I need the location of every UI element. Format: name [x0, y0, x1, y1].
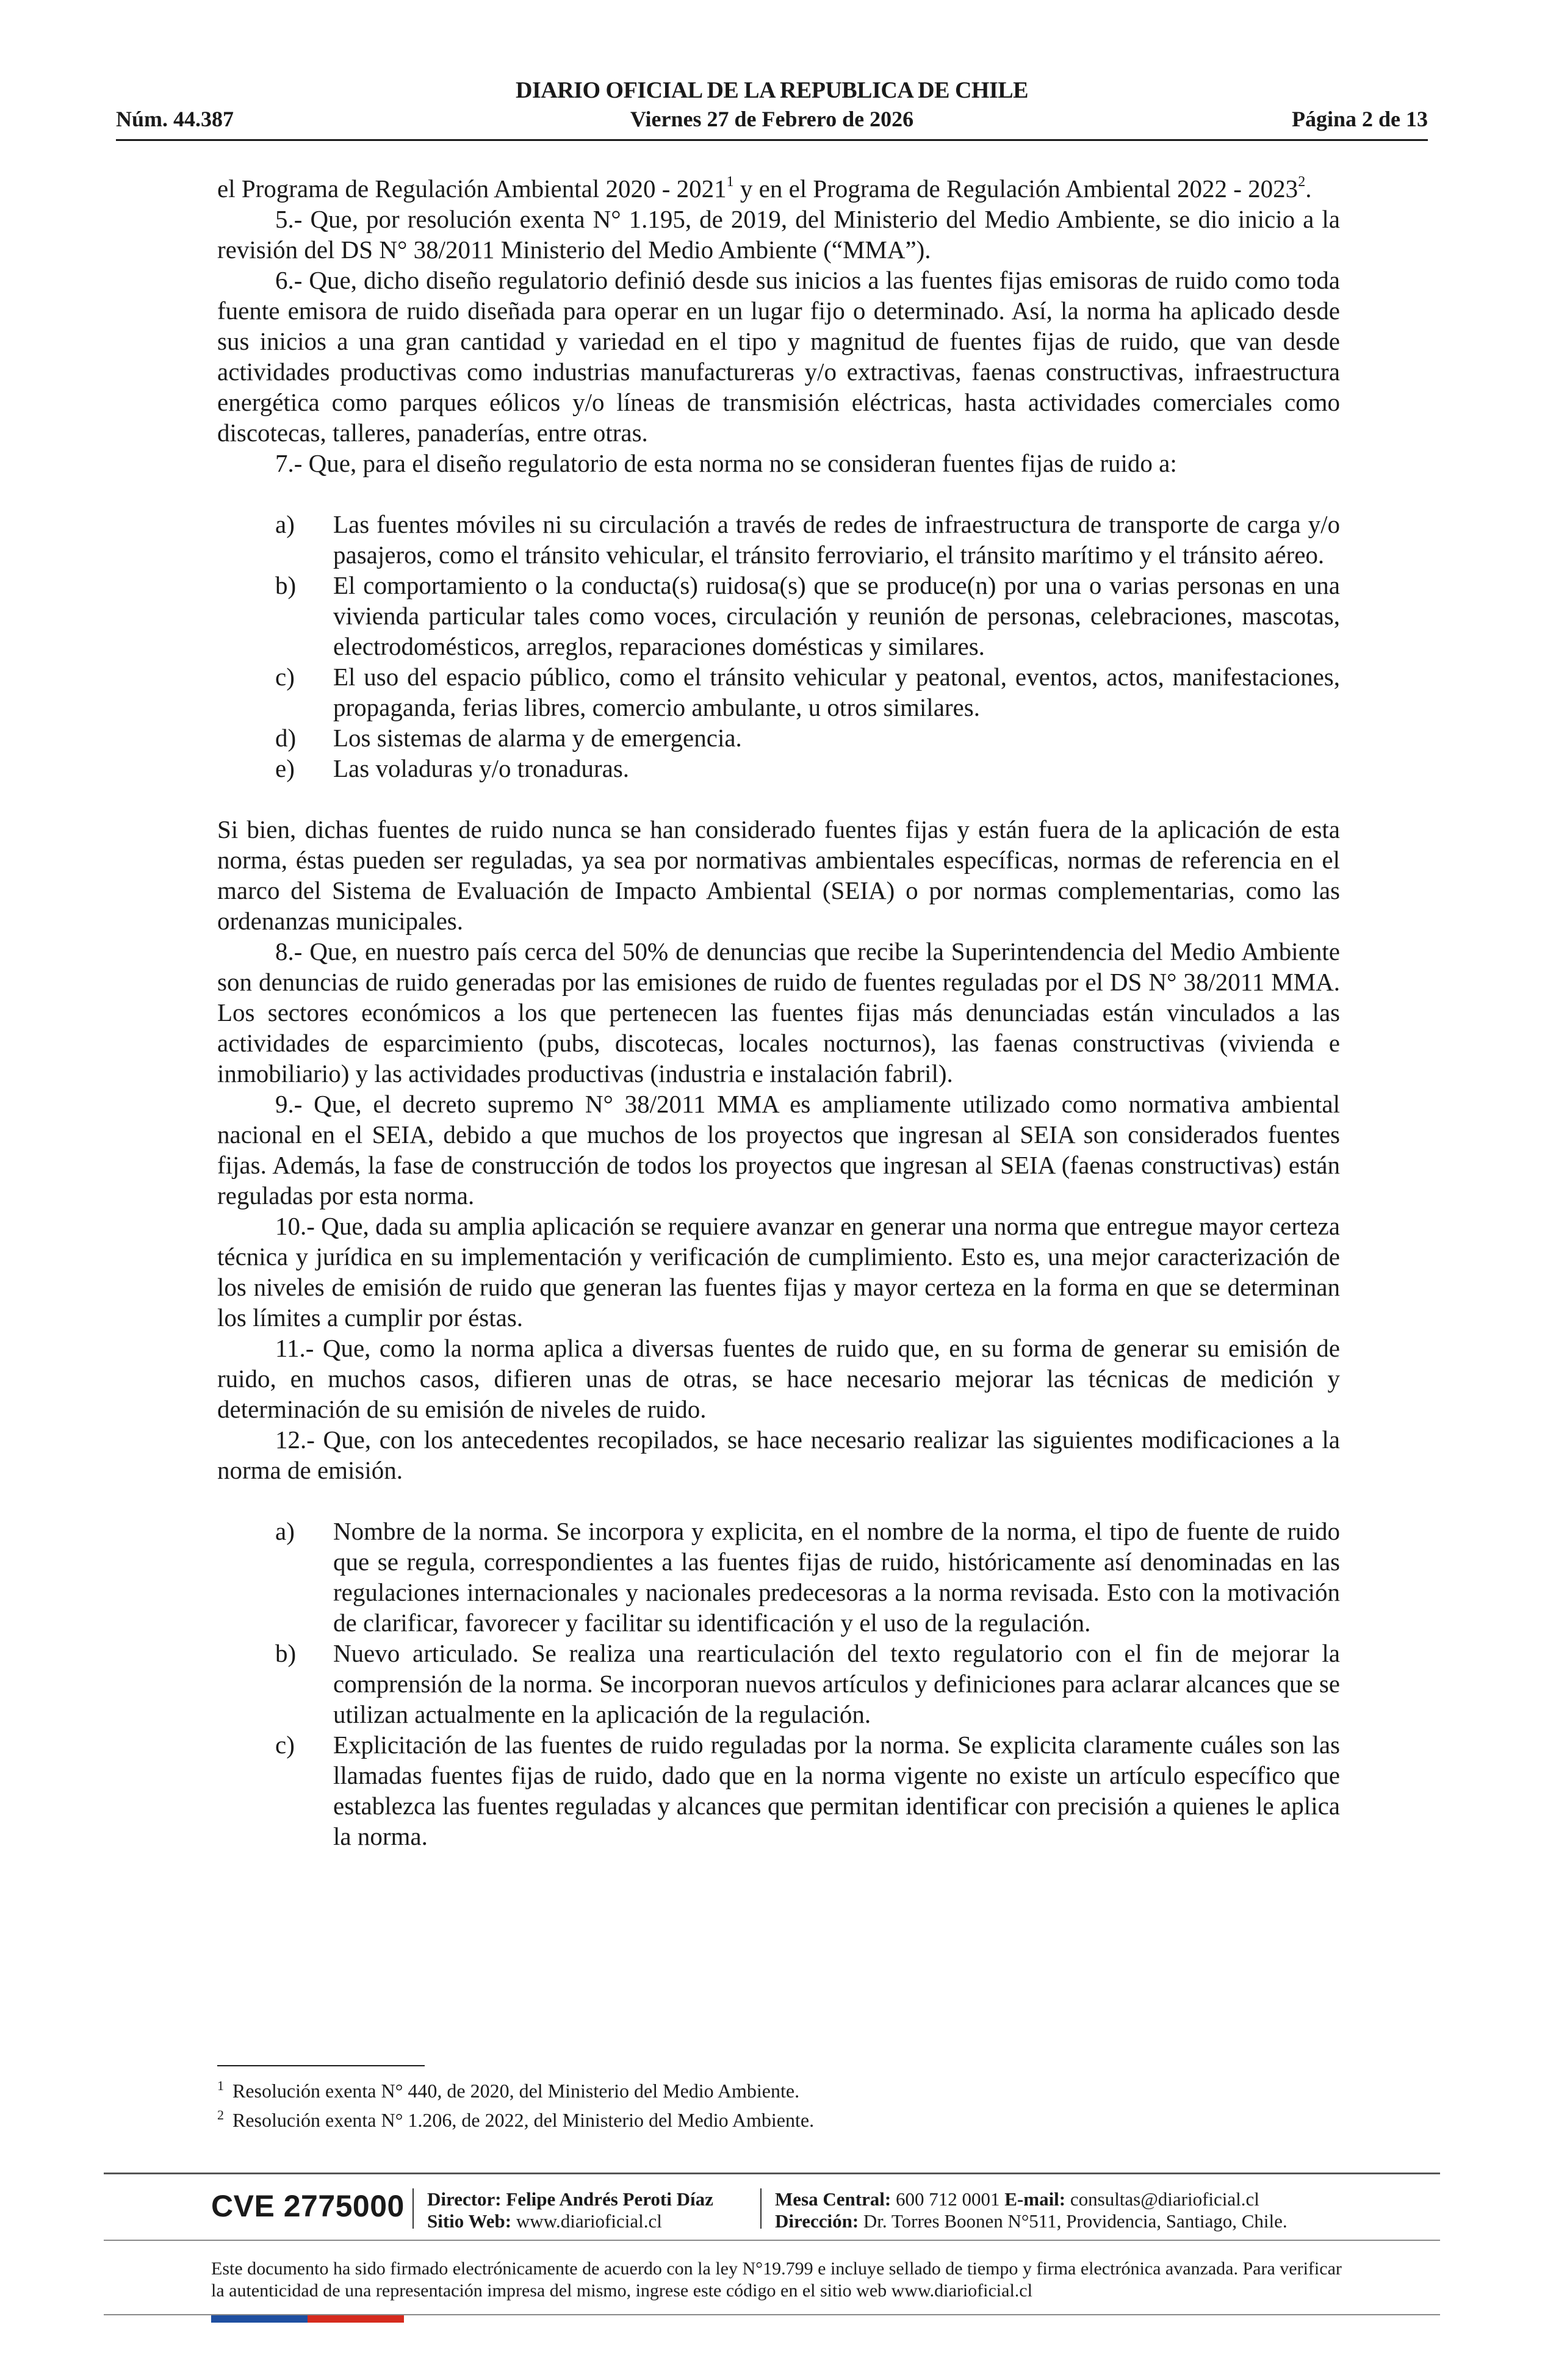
paragraph-7: 7.- Que, para el diseño regulatorio de esta norma no se consideran fuentes fijas de ruido a:	[275, 449, 1177, 477]
list-item: a) Nombre de la norma. Se incorpora y explicita, en el nombre de la norma, el tipo de fuente de ruido que se regula, correspondientes a las fuentes fijas de ruido, históricamente así denominadas en las regulaciones internacionales y nacionales predecesoras a la norma revisada. Esto con la motivación de clarificar, favorecer y facilitar su identificación y el uso de la regulación.	[275, 1517, 1340, 1637]
paragraph-12: 12.- Que, con los antecedentes recopilados, se hace necesario realizar las siguientes modificaciones a la norma de emisión.	[217, 1426, 1340, 1484]
paragraph-continuation: el Programa de Regulación Ambiental 2020 - 2021$^1$ y en el Programa de Regulación Ambiental 2022 - 2023$^2$.	[217, 174, 1312, 203]
header-center	[116, 77, 1428, 132]
footer-director-block: Director: Felipe Andrés Peroti Díaz Sitio Web: www.diarioficial.cl	[427, 2188, 713, 2232]
list-item: a) Las fuentes móviles ni su circulación a través de redes de infraestructura de transporte de carga y/o pasajeros, como el tránsito vehicular, el tránsito ferroviario, el tránsito marítimo y el tránsito aéreo.	[275, 510, 1340, 569]
page-number: Página 2 de 13	[1291, 107, 1428, 131]
footnote-2: $^2$ Resolución exenta N° 1.206, de 2022, del Ministerio del Medio Ambiente.	[217, 2107, 815, 2131]
cve-code: CVE 2775000	[211, 2189, 405, 2223]
footer-separator	[760, 2188, 762, 2229]
list-item: d) Los sistemas de alarma y de emergencia.	[275, 724, 742, 752]
paragraph-10: 10.- Que, dada su amplia aplicación se requiere avanzar en generar una norma que entregue mayor certeza técnica y jurídica en su implementación y verificación de cumplimiento. Esto es, una mejor caracterización de los niveles de emisión de ruido que generan las fuentes fijas y mayor certeza en la forma en que se determinan los límites a cumplir por éstas.	[217, 1212, 1340, 1332]
document-body	[217, 173, 1340, 1852]
email-link[interactable]: consultas@diarioficial.cl	[1070, 2188, 1259, 2210]
flag-stripe	[211, 2315, 404, 2323]
paragraph-si-bien: Si bien, dichas fuentes de ruido nunca se han considerado fuentes fijas y están fuera de la aplicación de esta norma, éstas pueden ser reguladas, ya sea por normativas ambientales específicas, normas de referencia en el marco del Sistema de Evaluación de Impacto Ambiental (SEIA) o por normas complementarias, como las ordenanzas municipales.	[217, 815, 1340, 935]
modifications-list	[217, 1516, 1340, 1852]
flag-blue-segment	[211, 2315, 308, 2323]
footnote-1: $^1$ Resolución exenta N° 440, de 2020, del Ministerio del Medio Ambiente.	[217, 2078, 800, 2102]
paragraph-11: 11.- Que, como la norma aplica a diversas fuentes de ruido que, en su forma de generar su emisión de ruido, en muchos casos, difieren unas de otras, se hace necesario mejorar las técnicas de medición y determinación de su emisión de niveles de ruido.	[217, 1334, 1340, 1423]
footnote-ref-1[interactable]: 1	[726, 174, 734, 190]
footer-contact-block: Mesa Central: 600 712 0001 E-mail: consultas@diarioficial.cl Dirección: Dr. Torres Boonen N°511, Providencia, Santiago, Chile.	[775, 2188, 1288, 2232]
footer-separator	[412, 2188, 414, 2229]
list-item: e) Las voladuras y/o tronaduras.	[275, 754, 630, 782]
publication-title: DIARIO OFICIAL DE LA REPUBLICA DE CHILE	[516, 78, 1028, 103]
issue-number: Núm. 44.387	[116, 107, 234, 131]
list-item: b) El comportamiento o la conducta(s) ruidosa(s) que se produce(n) por una o varias personas en una vivienda particular tales como voces, circulación y reunión de personas, celebraciones, mascotas, electrodomésticos, arreglos, reparaciones domésticas y similares.	[275, 571, 1340, 660]
footer-top-divider	[104, 2173, 1440, 2174]
signature-notice: Este documento ha sido firmado electrónicamente de acuerdo con la ley N°19.799 e incluye sellado de tiempo y firma electrónica avanzada. Para verificar la autenticidad de una representación impresa del mismo, ingrese este código en el sitio web www.diarioficial.cl	[211, 2259, 1342, 2301]
list-item: b) Nuevo articulado. Se realiza una rearticulación del texto regulatorio con el fin de mejorar la comprensión de la norma. Se incorporan nuevos artículos y definiciones para aclarar alcances que se utilizan actualmente en la aplicación de la regulación.	[275, 1639, 1340, 1728]
paragraph-5: 5.- Que, por resolución exenta N° 1.195, de 2019, del Ministerio del Medio Ambiente, se dio inicio a la revisión del DS N° 38/2011 Ministerio del Medio Ambiente (“MMA”).	[217, 205, 1340, 264]
footnote-ref-2[interactable]: 2	[1298, 174, 1306, 190]
footnote-divider	[217, 2065, 425, 2066]
header-divider	[116, 139, 1428, 141]
page-header	[116, 77, 1428, 138]
list-item: c) El uso del espacio público, como el tránsito vehicular y peatonal, eventos, actos, manifestaciones, propaganda, ferias libres, comercio ambulante, u otros similares.	[275, 663, 1340, 721]
publication-date: Viernes 27 de Febrero de 2026	[630, 107, 914, 131]
list-item: c) Explicitación de las fuentes de ruido reguladas por la norma. Se explicita claramente cuáles son las llamadas fuentes fijas de ruido, dado que en la norma vigente no existe un artículo específico que establezca las fuentes reguladas y alcances que permitan identificar con precisión a quienes le aplica la norma.	[275, 1731, 1340, 1850]
flag-red-segment	[308, 2315, 404, 2323]
paragraph-6: 6.- Que, dicho diseño regulatorio definió desde sus inicios a las fuentes fijas emisoras de ruido como toda fuente emisora de ruido diseñada para operar en un lugar fijo o determinado. Así, la norma ha aplicado desde sus inicios a una gran cantidad y variedad en el tipo y magnitud de fuentes fijas de ruido, que van desde actividades productivas como industrias manufactureras y/o extractivas, faenas constructivas, infraestructura energética como parques eólicos y/o líneas de transmisión eléctricas, hasta actividades comerciales como discotecas, talleres, panaderías, entre otras.	[217, 266, 1340, 447]
footer-mid-divider	[104, 2240, 1440, 2241]
exclusions-list	[217, 509, 1340, 784]
website-link[interactable]: www.diarioficial.cl	[516, 2210, 662, 2232]
paragraph-8: 8.- Que, en nuestro país cerca del 50% de denuncias que recibe la Superintendencia del Medio Ambiente son denuncias de ruido generadas por las emisiones de ruido de fuentes reguladas por el DS N° 38/2011 MMA. Los sectores económicos a los que pertenecen las fuentes fijas más denunciadas están vinculados a las actividades de esparcimiento (pubs, discotecas, locales nocturnos), las faenas constructivas (vivienda e inmobiliario) y las actividades productivas (industria e instalación fabril).	[217, 937, 1340, 1087]
paragraph-9: 9.- Que, el decreto supremo N° 38/2011 MMA es ampliamente utilizado como normativa ambiental nacional en el SEIA, debido a que muchos de los proyectos que ingresan al SEIA son considerados fuentes fijas. Además, la fase de construcción de todos los proyectos que ingresan al SEIA (faenas constructivas) están reguladas por esta norma.	[217, 1090, 1340, 1210]
